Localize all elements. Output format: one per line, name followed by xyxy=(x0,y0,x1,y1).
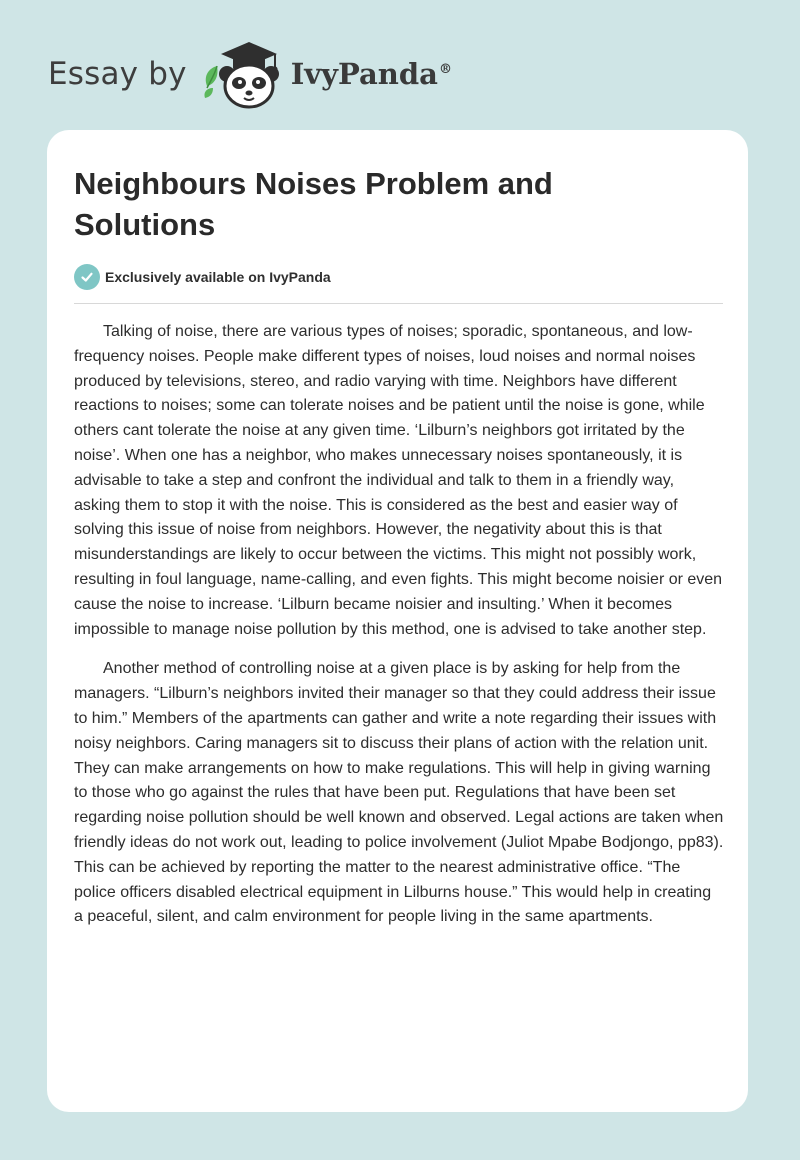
paragraph: Another method of controlling noise at a given place is by asking for help from the managers. “Lilburn’s neighbors invited their manager so that they could address their issue to him.” Members of the apartments can gather and write a note regarding their issues with noisy neighbors. Caring managers sit to discuss their plans of action with the relation unit. They can make arrangements on how to make regulations. This will help in giving warning to those who go against the rules that have been put. Regulations that have been set regarding noise pollution should be well known and observed. Legal actions are taken when friendly ideas do not work out, leading to police involvement (Juliot Mpabe Bodjongo, pp83). This can be achieved by reporting the matter to the nearest administrative office. “The police officers disabled electrical equipment in Lilburns house.” This would help in creating a peaceful, silent, and calm environment for people living in the same apartments. xyxy=(74,660,724,926)
registered-mark: ® xyxy=(438,61,452,77)
brand-label: IvyPanda xyxy=(290,56,438,91)
paragraph: Talking of noise, there are various types of noises; sporadic, spontaneous, and low-frequency noises. People make different types of noises, loud noises and normal noises produced by televisions, stereo, and radio varying with time. Neighbors have different reactions to noises; some can tolerate noises and be patient until the noise is gone, while others cant tolerate the noise at any given time. ‘Lilburn’s neighbors got irritated by the noise’. When one has a neighbor, who makes unnecessary noises spontaneously, it is advisable to take a step and confront the individual and talk to them in a friendly way, asking them to stop it with the noise. This is considered as the best and easier way of solving this issue of noise from neighbors. However, the negativity about this is that misunderstandings are likely to occur between the victims. This might not possibly work, resulting in foul language, name-calling, and even fights. This might become noisier or even cause the noise to increase. ‘Lilburn became noisier and insulting.’ When it becomes impossible to manage noise pollution by this method, one is advised to take another step. xyxy=(74,323,723,638)
article-body xyxy=(74,320,724,945)
check-icon xyxy=(74,264,100,290)
site-header xyxy=(48,36,468,112)
brand-name[interactable] xyxy=(290,56,452,91)
essay-by-label: Essay by xyxy=(48,55,187,92)
article-card xyxy=(47,130,748,1112)
panda-graduate-icon xyxy=(201,36,285,112)
divider xyxy=(74,303,723,304)
article-title: Neighbours Noises Problem and Solutions xyxy=(74,166,553,242)
badge-label: Exclusively available on IvyPanda xyxy=(105,268,331,285)
exclusive-badge xyxy=(74,263,331,290)
